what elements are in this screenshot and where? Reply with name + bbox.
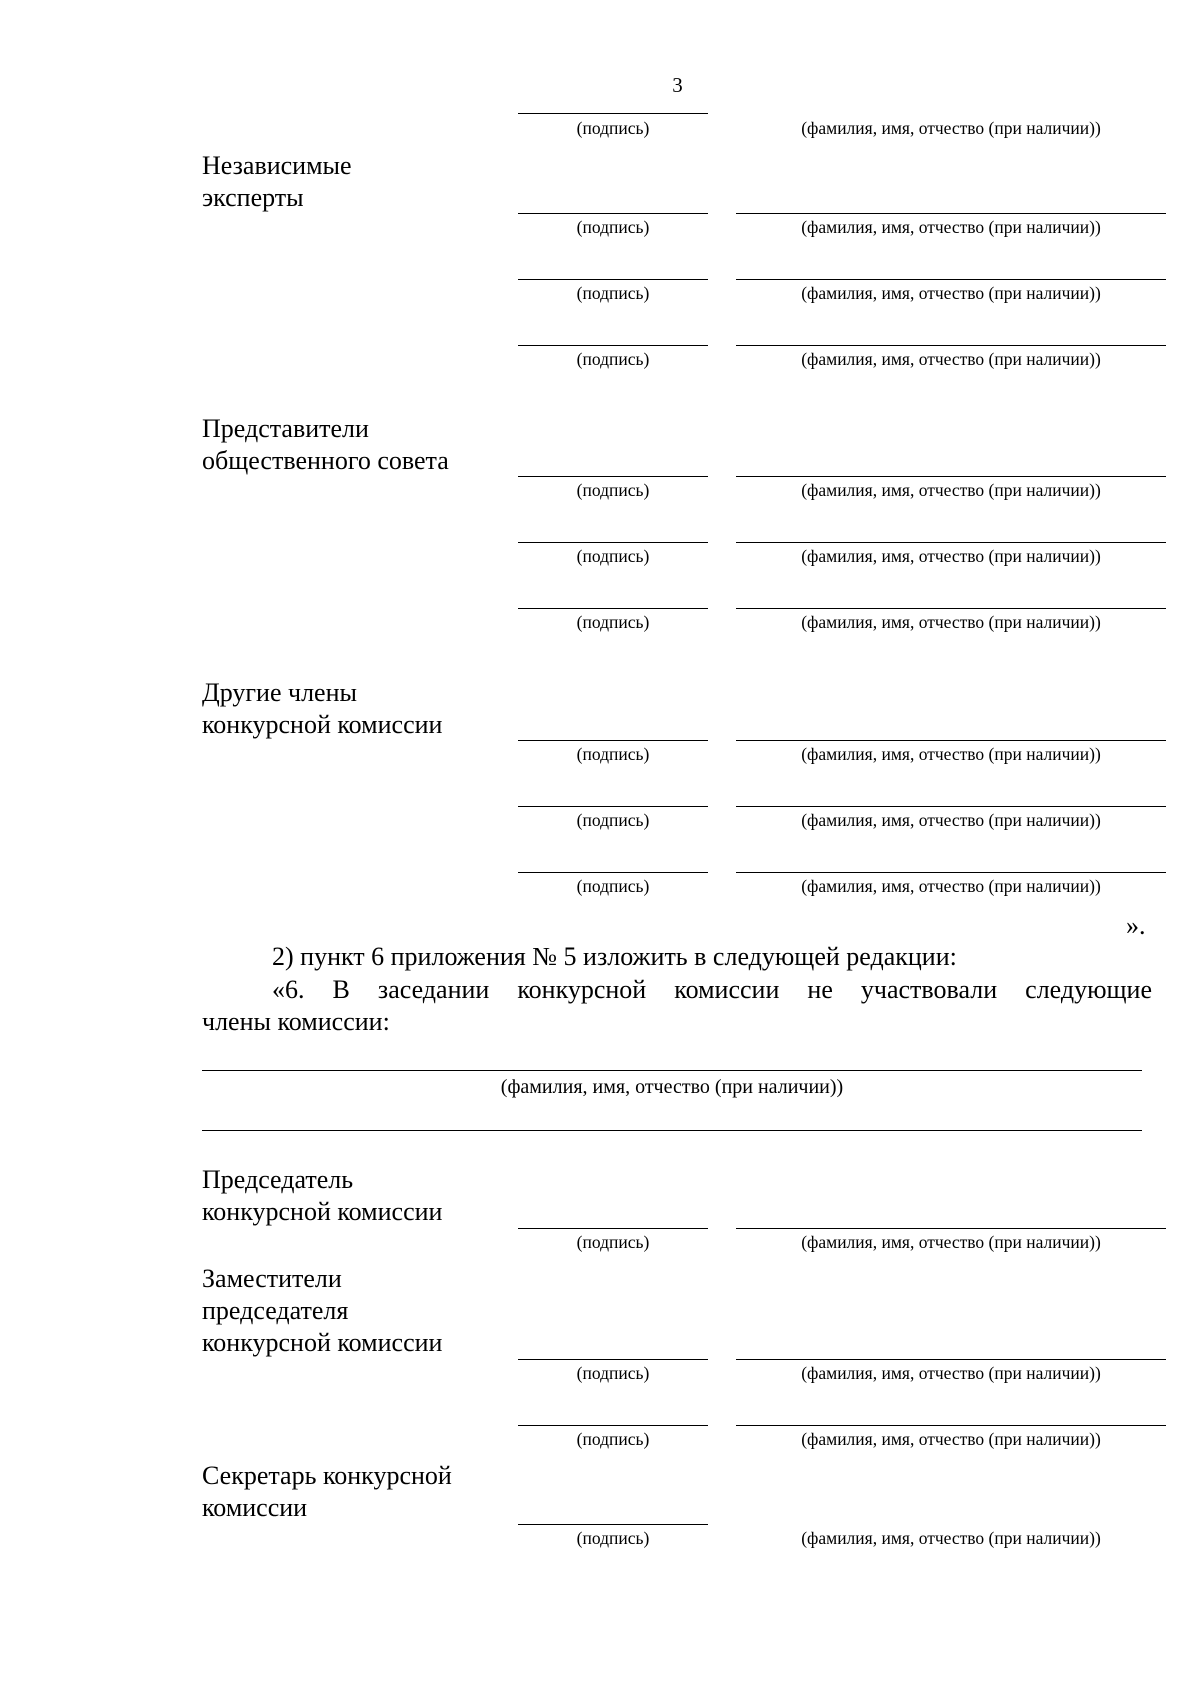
- label-line: Секретарь конкурсной: [202, 1461, 452, 1490]
- section-label-public-council: [202, 413, 449, 477]
- label-line: конкурсной комиссии: [202, 1197, 443, 1226]
- label-line: Другие члены: [202, 678, 357, 707]
- signature-caption: (подпись): [576, 349, 650, 369]
- signature-line: [518, 740, 708, 741]
- signature-line: [518, 1524, 708, 1525]
- fio-line: [736, 1425, 1166, 1426]
- amendment-item: 2) пункт 6 приложения № 5 изложить в следующей редакции:: [272, 942, 957, 971]
- signature-line: [518, 213, 708, 214]
- closing-quote: ».: [1126, 911, 1146, 940]
- fio-caption: (фамилия, имя, отчество (при наличии)): [500, 1076, 844, 1098]
- fio-caption: (фамилия, имя, отчество (при наличии)): [801, 1528, 1101, 1548]
- signature-line: [518, 1425, 708, 1426]
- section-label-independent-experts: [202, 150, 352, 214]
- fio-caption: (фамилия, имя, отчество (при наличии)): [801, 283, 1101, 303]
- signature-caption: (подпись): [576, 283, 650, 303]
- signature-caption: (подпись): [576, 480, 650, 500]
- signature-line: [518, 113, 708, 114]
- label-line: общественного совета: [202, 446, 449, 475]
- section-label-chairman: [202, 1164, 442, 1228]
- signature-caption: (подпись): [576, 744, 650, 764]
- fio-line: [736, 213, 1166, 214]
- signature-line: [518, 476, 708, 477]
- signature-line: [518, 279, 708, 280]
- fio-caption: (фамилия, имя, отчество (при наличии)): [801, 810, 1101, 830]
- label-line: эксперты: [202, 183, 304, 212]
- fio-line: [736, 345, 1166, 346]
- signature-caption: (подпись): [576, 1363, 650, 1383]
- fio-line: [736, 279, 1166, 280]
- fio-caption: (фамилия, имя, отчество (при наличии)): [801, 546, 1101, 566]
- signature-line: [518, 872, 708, 873]
- signature-caption: (подпись): [576, 217, 650, 237]
- absent-members-line: [202, 1130, 1142, 1131]
- fio-caption: (фамилия, имя, отчество (при наличии)): [801, 876, 1101, 896]
- label-line: Председатель: [202, 1165, 354, 1194]
- absent-members-line: [202, 1070, 1142, 1071]
- signature-line: [518, 806, 708, 807]
- label-line: комиссии: [202, 1493, 308, 1522]
- fio-caption: (фамилия, имя, отчество (при наличии)): [801, 1429, 1101, 1449]
- section-label-other-members: [202, 677, 442, 741]
- signature-caption: (подпись): [576, 612, 650, 632]
- fio-caption: (фамилия, имя, отчество (при наличии)): [801, 1232, 1101, 1252]
- signature-caption: (подпись): [576, 876, 650, 896]
- signature-line: [518, 1359, 708, 1360]
- fio-line: [736, 542, 1166, 543]
- fio-line: [736, 740, 1166, 741]
- signature-caption: (подпись): [576, 1429, 650, 1449]
- label-line: Независимые: [202, 151, 352, 180]
- label-line: председателя: [202, 1296, 349, 1325]
- fio-caption: (фамилия, имя, отчество (при наличии)): [801, 480, 1101, 500]
- amendment-paragraph-line2: члены комиссии:: [202, 1007, 390, 1036]
- page-number: 3: [672, 73, 683, 97]
- signature-line: [518, 1228, 708, 1229]
- label-line: Представители: [202, 414, 369, 443]
- fio-caption: (фамилия, имя, отчество (при наличии)): [801, 217, 1101, 237]
- section-label-secretary: [202, 1460, 452, 1524]
- fio-caption: (фамилия, имя, отчество (при наличии)): [801, 744, 1101, 764]
- fio-caption: (фамилия, имя, отчество (при наличии)): [801, 612, 1101, 632]
- fio-line: [736, 1228, 1166, 1229]
- signature-line: [518, 608, 708, 609]
- amendment-paragraph-line1: «6. В заседании конкурсной комиссии не участвовали следующие: [272, 975, 1152, 1004]
- label-line: конкурсной комиссии: [202, 1328, 443, 1357]
- fio-line: [736, 608, 1166, 609]
- signature-caption: (подпись): [576, 1232, 650, 1252]
- signature-caption: (подпись): [576, 118, 650, 138]
- signature-line: [518, 345, 708, 346]
- signature-caption: (подпись): [576, 546, 650, 566]
- signature-caption: (подпись): [576, 1528, 650, 1548]
- fio-caption: (фамилия, имя, отчество (при наличии)): [801, 1363, 1101, 1383]
- fio-line: [736, 476, 1166, 477]
- fio-line: [736, 872, 1166, 873]
- section-label-deputies: [202, 1263, 442, 1359]
- signature-line: [518, 542, 708, 543]
- fio-line: [736, 1359, 1166, 1360]
- fio-caption: (фамилия, имя, отчество (при наличии)): [801, 349, 1101, 369]
- signature-caption: (подпись): [576, 810, 650, 830]
- label-line: конкурсной комиссии: [202, 710, 443, 739]
- fio-line: [736, 806, 1166, 807]
- label-line: Заместители: [202, 1264, 342, 1293]
- fio-caption: (фамилия, имя, отчество (при наличии)): [801, 118, 1101, 138]
